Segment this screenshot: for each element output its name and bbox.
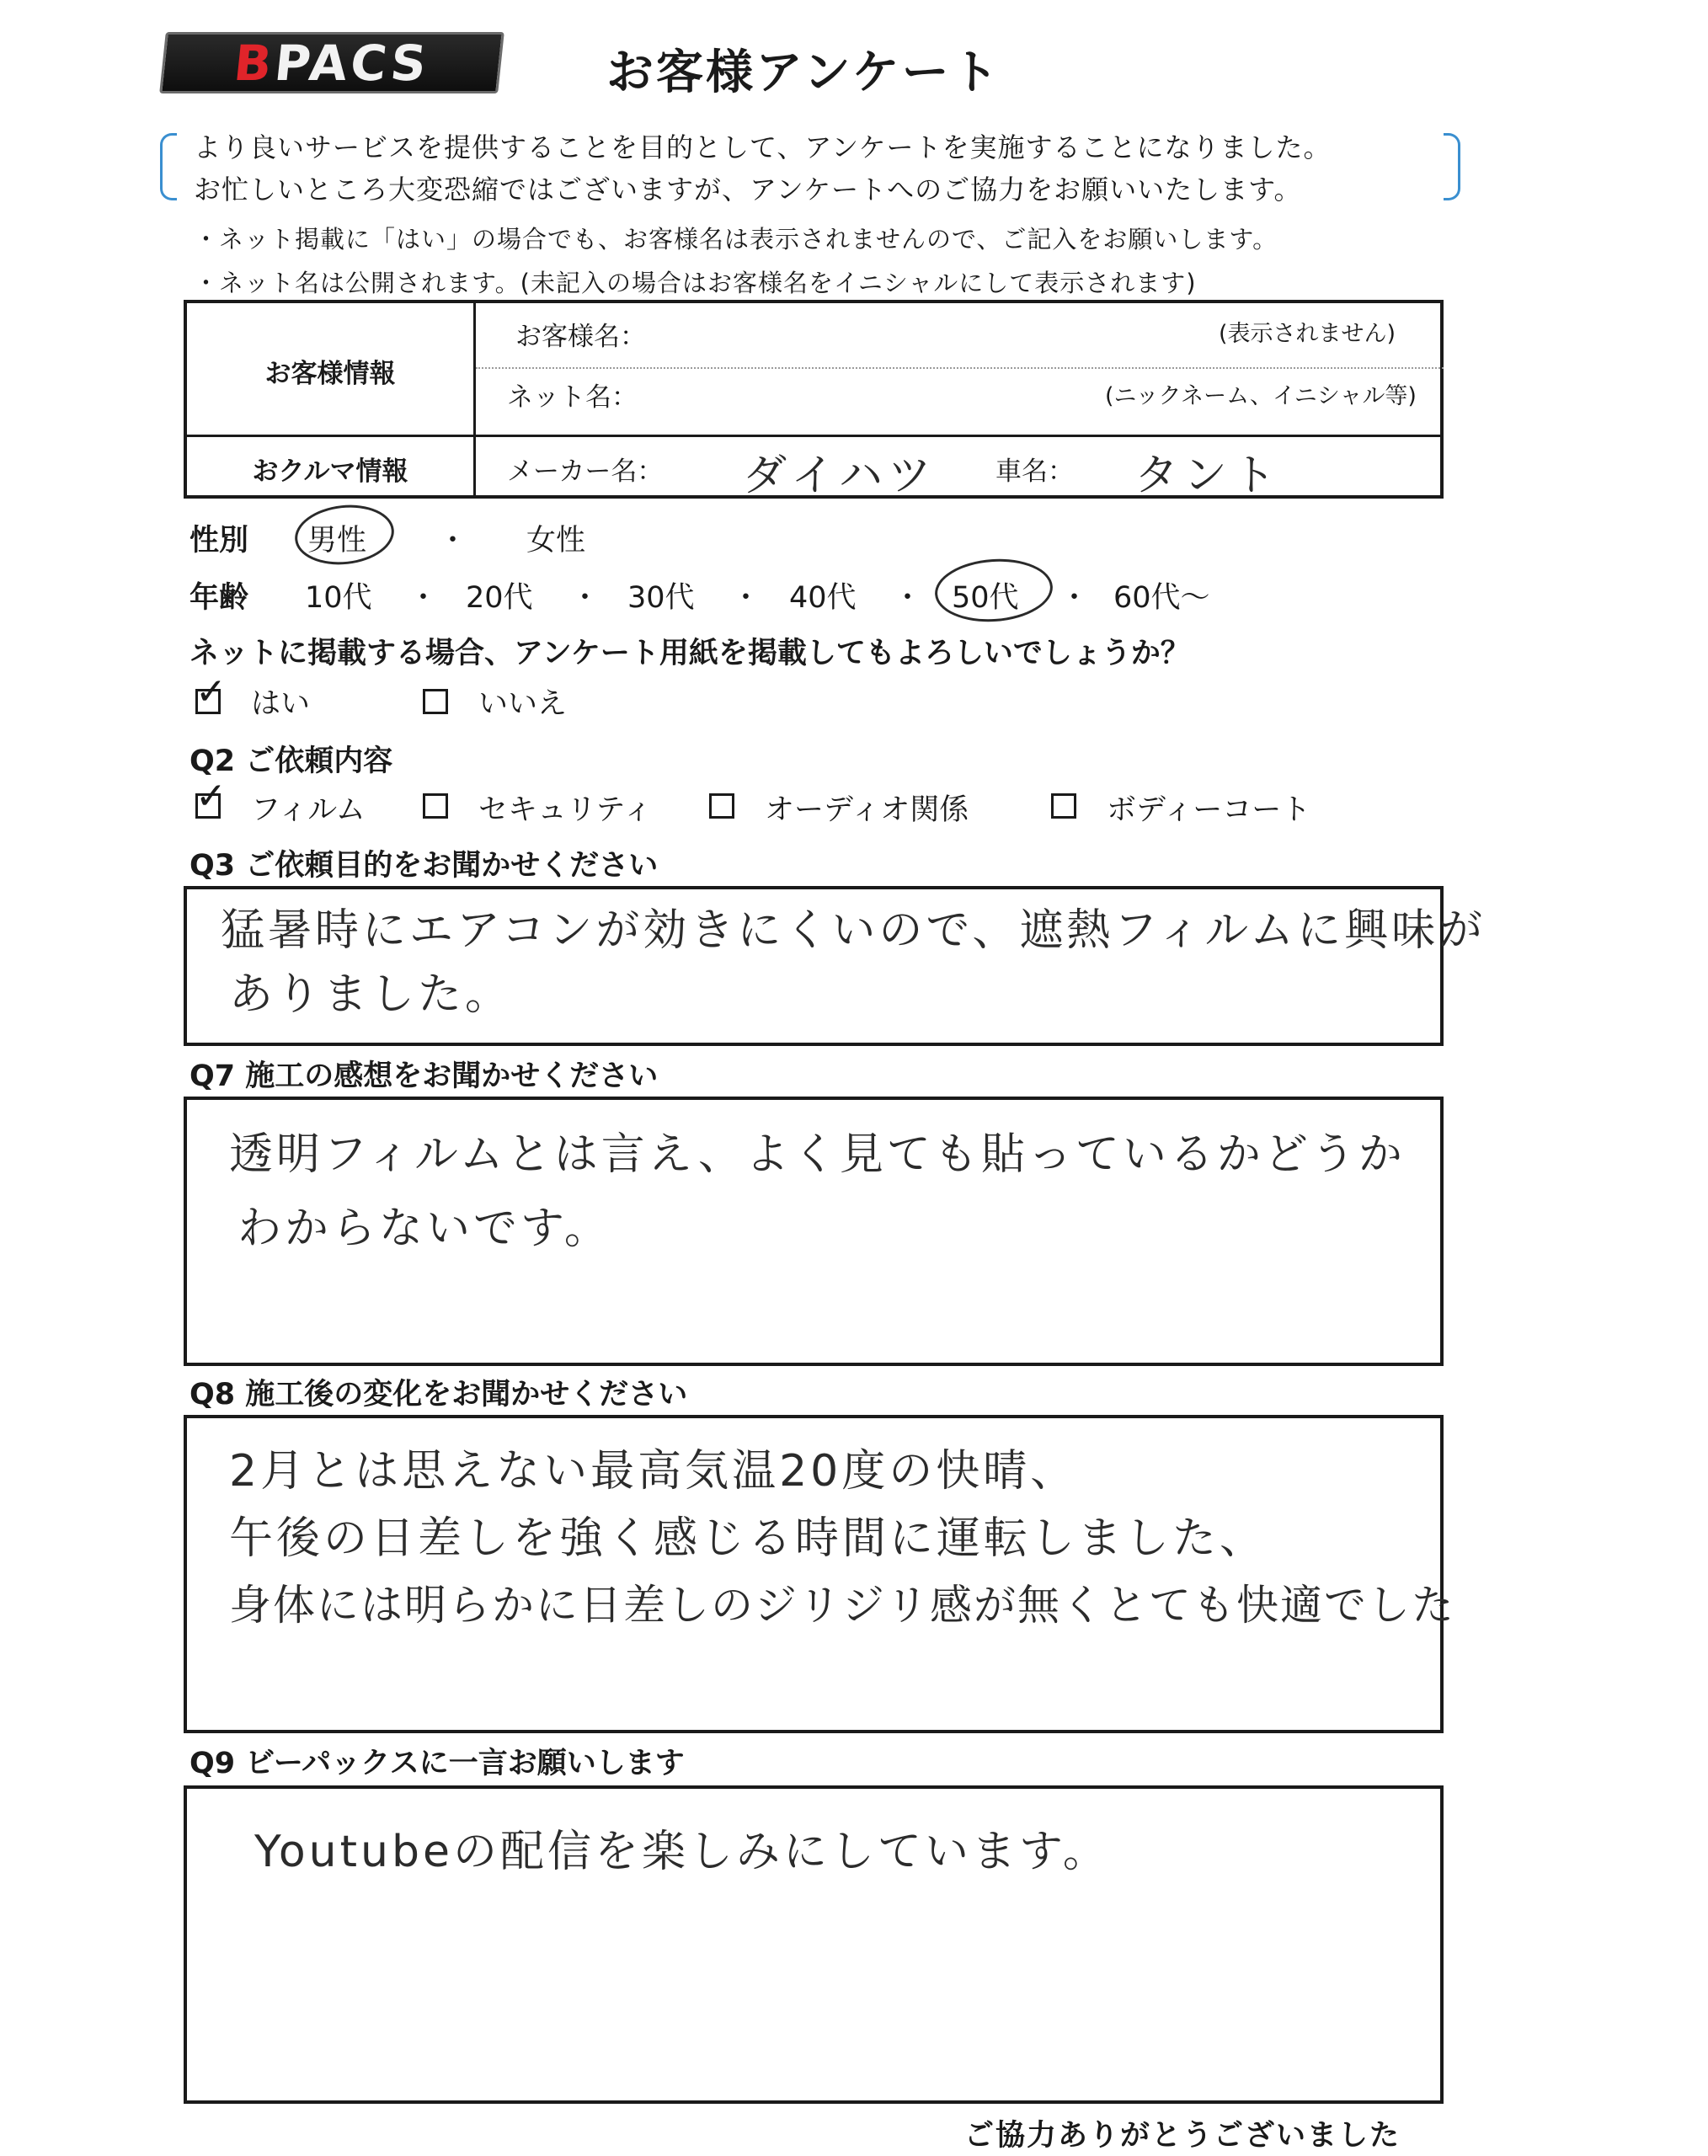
gender-option-female[interactable]: 女性 <box>526 524 586 558</box>
maker-label: メーカー名： <box>507 456 664 487</box>
q2-question: Q2 ご依頼内容 <box>189 744 393 778</box>
customer-info-table <box>184 300 1444 499</box>
age-option-20s[interactable]: 20代 <box>466 581 533 615</box>
age-option-40s[interactable]: 40代 <box>789 581 857 615</box>
page-title: お客様アンケート <box>606 45 1001 100</box>
q7-question: Q7 施工の感想をお聞かせください <box>189 1059 659 1093</box>
customer-name-label: お客様名： <box>515 322 646 352</box>
maker-value: ダイハツ <box>743 451 937 501</box>
logo-text: PACS <box>271 34 433 92</box>
customer-name-note: (表示されません) <box>1219 321 1396 347</box>
table-divider-horizontal <box>187 435 1440 437</box>
q7-answer-box <box>184 1097 1444 1366</box>
q2-option-audio: オーディオ関係 <box>765 793 969 827</box>
intro-brace-left <box>160 133 177 200</box>
note-line-2: ・ネット名は公開されます。(未記入の場合はお客様名をイニシャルにして表示されます) <box>194 269 1197 297</box>
age-separator: ・ <box>731 581 761 615</box>
age-separator: ・ <box>408 581 439 615</box>
q9-answer-box <box>184 1785 1444 2104</box>
age-separator: ・ <box>893 581 923 615</box>
gender-separator: ・ <box>438 524 468 558</box>
age-option-10s[interactable]: 10代 <box>305 581 372 615</box>
q2-option-bodycoat: ボディーコート <box>1107 793 1311 827</box>
publish-no-checkbox[interactable] <box>423 689 448 718</box>
car-info-heading: おクルマ情報 <box>252 456 408 487</box>
q8-answer-line-2: 午後の日差しを強く感じる時間に運転しました、 <box>229 1513 1268 1564</box>
checkmark-icon: ✓ <box>195 775 227 818</box>
note-line-1: ・ネット掲載に「はい」の場合でも、お客様名は表示されませんので、ご記入をお願いします。 <box>194 225 1278 253</box>
q2-bodycoat-checkbox[interactable] <box>1051 793 1076 822</box>
age-separator: ・ <box>570 581 600 615</box>
table-divider-dotted <box>476 367 1444 369</box>
thanks-message: ご協力ありがとうございました <box>964 2119 1401 2153</box>
publish-yes-label: はい <box>251 687 311 721</box>
age-option-30s[interactable]: 30代 <box>627 581 695 615</box>
q2-security-checkbox[interactable] <box>423 793 448 822</box>
q7-answer-line-1: 透明フィルムとは言え、よく見ても貼っているかどうか <box>229 1129 1406 1180</box>
q7-answer-line-2: わからないです。 <box>238 1203 611 1254</box>
table-divider-vertical <box>473 303 476 495</box>
age-option-60s[interactable]: 60代～ <box>1113 581 1210 615</box>
intro-line-2: お忙しいところ大変恐縮ではございますが、アンケートへのご協力をお願いいたします。 <box>194 173 1302 205</box>
q3-question: Q3 ご依頼目的をお聞かせください <box>189 849 659 883</box>
age-separator: ・ <box>1059 581 1090 615</box>
q8-answer-line-3: 身体には明らかに日差しのジリジリ感が無くとても快適でした <box>229 1581 1455 1630</box>
publish-no-label: いいえ <box>478 687 568 721</box>
gender-option-male[interactable]: 男性 <box>307 524 367 558</box>
q3-answer-box <box>184 886 1486 1046</box>
q2-audio-checkbox[interactable] <box>709 793 734 822</box>
net-name-note: (ニックネーム、イニシャル等) <box>1105 383 1417 409</box>
q3-answer-line-1: 猛暑時にエアコンが効きにくいので、遮熱フィルムに興味が <box>221 905 1486 956</box>
gender-label: 性別 <box>189 524 249 558</box>
q3-answer-line-2: ありました。 <box>229 969 513 1020</box>
intro-line-1: より良いサービスを提供することを目的として、アンケートを実施することになりました。 <box>194 131 1332 163</box>
net-name-label: ネット名： <box>507 382 638 413</box>
q8-answer-line-1: 2月とは思えない最高気温20度の快晴、 <box>229 1446 1078 1497</box>
publish-question: ネットに掲載する場合、アンケート用紙を掲載してもよろしいでしょうか？ <box>189 637 1190 670</box>
q9-question: Q9 ビーパックスに一言お願いします <box>189 1747 685 1780</box>
age-option-50s[interactable]: 50代 <box>952 581 1019 615</box>
intro-brace-right <box>1444 133 1460 200</box>
bpacs-logo: B PACS <box>159 32 504 93</box>
customer-info-heading: お客様情報 <box>264 359 396 389</box>
q2-option-security: セキュリティ <box>478 793 653 827</box>
q8-question: Q8 施工後の変化をお聞かせください <box>189 1378 688 1412</box>
car-name-value: タント <box>1134 451 1282 501</box>
car-name-label: 車名： <box>995 456 1074 487</box>
checkmark-icon: ✓ <box>195 670 227 713</box>
q9-answer-line-1: Youtubeの配信を楽しみにしています。 <box>254 1827 1110 1877</box>
age-label: 年齢 <box>189 581 249 615</box>
q8-answer-box <box>184 1415 1455 1733</box>
q2-option-film: フィルム <box>251 793 366 827</box>
